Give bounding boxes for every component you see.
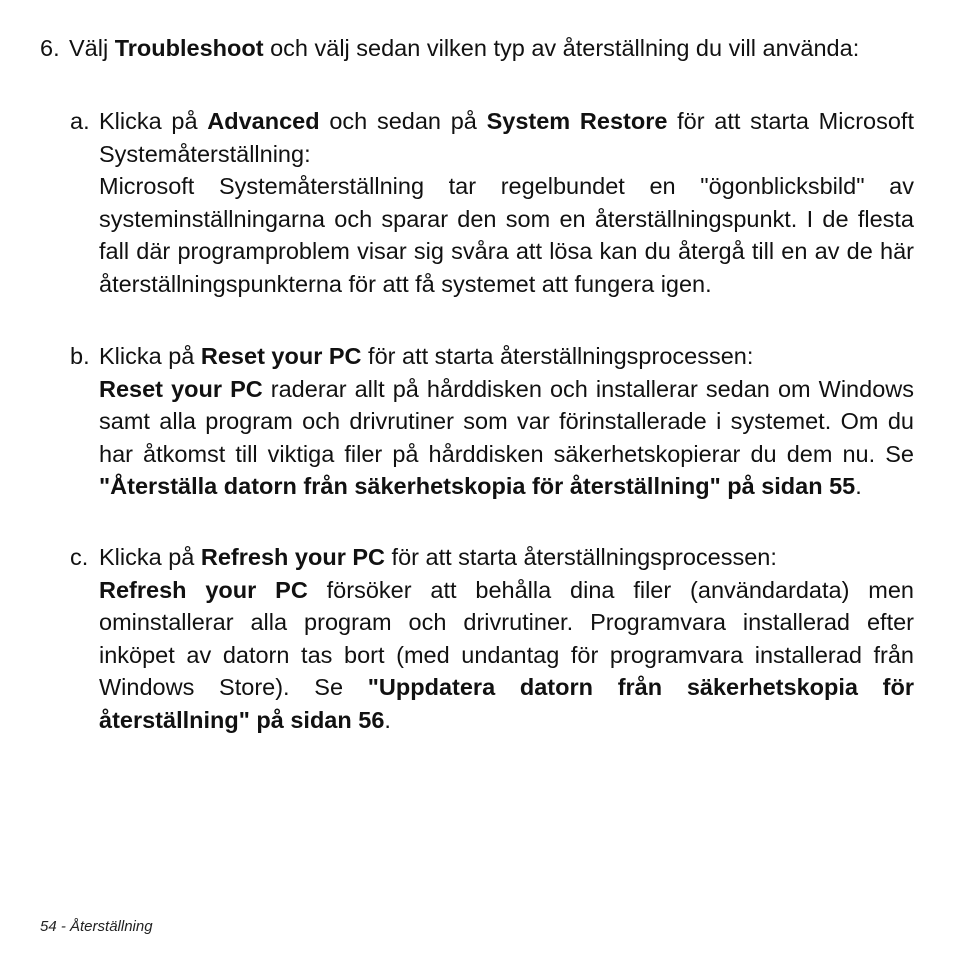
- substep-b-body: [99, 340, 914, 503]
- refresh-your-pc-term-2: Refresh your PC: [99, 576, 308, 603]
- substep-c-desc-text: försöker att behålla dina filer (användardata) men ominstallerar alla program och drivrutiner. Programvara installerad efter inköpet av datorn tas bort (med undantag för programvara installerad från Windows Store). Se: [99, 576, 914, 700]
- substep-b-instruction: [99, 340, 914, 373]
- substep-c-period: .: [384, 706, 391, 733]
- step-6-text: [69, 32, 914, 65]
- cross-reference-link[interactable]: "Återställa datorn från säkerhetskopia för återställning" på sidan 55: [99, 473, 856, 499]
- substep-b: [70, 340, 914, 503]
- substep-c-instruction: [99, 541, 914, 574]
- system-restore-term: System Restore: [486, 108, 668, 134]
- substep-a-text-3: för att starta Microsoft Systemåterställning:: [99, 108, 914, 167]
- substep-a-text-1: Klicka på: [99, 108, 208, 134]
- substep-c: [70, 541, 914, 736]
- reset-your-pc-term: Reset your PC: [200, 343, 362, 369]
- step-6-paragraph: [40, 32, 914, 65]
- substep-a-body: [99, 105, 914, 300]
- substep-a-letter: a.: [70, 108, 90, 134]
- substep-b-description: [99, 373, 914, 503]
- refresh-your-pc-term: Refresh your PC: [200, 544, 386, 570]
- substep-b-letter: b.: [70, 343, 90, 369]
- substep-a: [70, 105, 914, 300]
- step-6-text-1: Välj: [69, 35, 115, 61]
- substep-c-body: [99, 541, 914, 736]
- reset-your-pc-term-2: Reset your PC: [99, 375, 263, 402]
- substep-c-text-1: Klicka på: [99, 544, 201, 570]
- substep-b-text-2: för att starta återställningsprocessen:: [361, 343, 754, 369]
- cross-reference-link[interactable]: "Uppdatera datorn från säkerhetskopia för återställning" på sidan 56: [99, 674, 914, 733]
- substep-a-instruction: [99, 105, 914, 170]
- troubleshoot-term: Troubleshoot: [114, 35, 264, 61]
- substep-c-text-2: för att starta återställningsprocessen:: [385, 544, 777, 570]
- substep-c-description: [99, 574, 914, 737]
- step-6-text-2: och välj sedan vilken typ av återställning du vill använda:: [263, 35, 860, 61]
- substep-b-desc-text: raderar allt på hårddisken och installerar sedan om Windows samt alla program och drivrutiner som var förinstallerade i systemet. Om du har åtkomst till viktiga filer på hårddisken säkerhetskopierar du dem nu. Se: [99, 375, 914, 467]
- substep-a-text-2: och sedan på: [319, 108, 487, 134]
- page-footer: 54 - Återställning: [40, 918, 153, 935]
- substep-a-description: Microsoft Systemåterställning tar regelbundet en "ögonblicksbild" av systeminställningarna och sparar den som en återställningspunkt. I de flesta fall där programproblem visar sig svåra att lösa kan du återgå till en av de här återställningspunkterna för att få systemet att fungera igen.: [99, 173, 914, 297]
- substep-b-text-1: Klicka på: [99, 343, 201, 369]
- substep-b-period: .: [855, 473, 862, 499]
- substep-c-letter: c.: [70, 544, 89, 570]
- advanced-term: Advanced: [207, 108, 320, 134]
- step-number: 6.: [40, 35, 60, 61]
